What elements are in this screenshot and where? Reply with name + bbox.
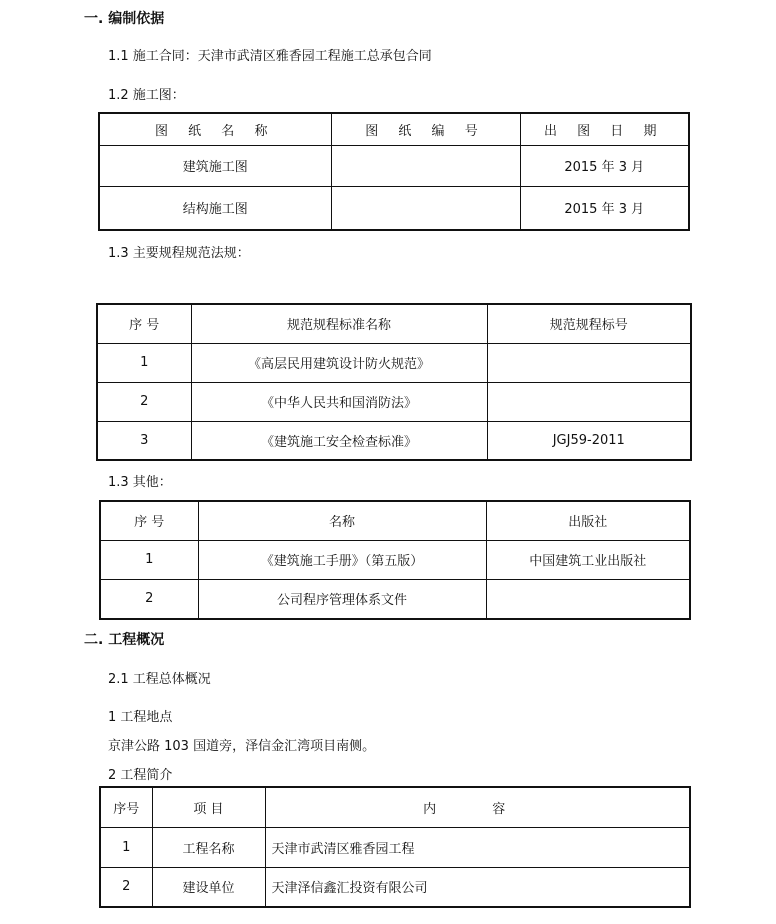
table-row <box>99 145 689 186</box>
standards-table <box>96 303 692 461</box>
table-cell: 2015 年 3 月 <box>520 186 689 230</box>
standards-header-name: 规范规程标准名称 <box>191 304 487 343</box>
location-label: 1 工程地点 <box>108 710 173 725</box>
others-table <box>99 500 691 620</box>
others-header-index: 序 号 <box>100 501 198 540</box>
table-cell: 建筑施工图 <box>99 145 331 186</box>
item-1-3b-text: 1.3 其他： <box>108 475 172 490</box>
table-cell: 2015 年 3 月 <box>520 145 689 186</box>
table-cell: 建设单位 <box>152 867 265 907</box>
table-cell: 《高层民用建筑设计防火规范》 <box>191 343 487 382</box>
table-cell: JGJ59-2011 <box>487 421 691 460</box>
table-cell: 1 <box>100 540 198 579</box>
item-1-1-text: 1.1 施工合同：天津市武清区雅香园工程施工总承包合同 <box>108 49 432 64</box>
drawings-header-number: 图 纸 编 号 <box>331 113 520 145</box>
table-cell: 工程名称 <box>152 827 265 867</box>
table-row <box>97 343 691 382</box>
intro-table <box>99 786 691 908</box>
drawings-header-date: 出 图 日 期 <box>520 113 689 145</box>
intro-label: 2 工程简介 <box>108 768 173 783</box>
table-cell <box>486 579 690 619</box>
section-1-heading: 一. 编制依据 <box>84 11 165 27</box>
others-header-publisher: 出版社 <box>486 501 690 540</box>
table-cell <box>331 145 520 186</box>
intro-header-index: 序号 <box>100 787 152 827</box>
others-header-name: 名称 <box>198 501 486 540</box>
table-cell: 天津市武清区雅香园工程 <box>265 827 690 867</box>
intro-header-item: 项 目 <box>152 787 265 827</box>
table-cell: 2 <box>100 579 198 619</box>
table-row <box>99 186 689 230</box>
item-2-1-text: 2.1 工程总体概况 <box>108 672 211 687</box>
drawings-table <box>98 112 690 231</box>
table-cell: 结构施工图 <box>99 186 331 230</box>
standards-header-code: 规范规程标号 <box>487 304 691 343</box>
table-row <box>100 867 690 907</box>
table-cell <box>487 382 691 421</box>
table-cell: 《建筑施工安全检查标准》 <box>191 421 487 460</box>
table-row <box>100 579 690 619</box>
table-cell <box>331 186 520 230</box>
table-cell: 1 <box>97 343 191 382</box>
intro-header-content: 内 容 <box>265 787 690 827</box>
table-row <box>100 827 690 867</box>
drawings-header-name: 图 纸 名 称 <box>99 113 331 145</box>
table-row <box>97 421 691 460</box>
standards-header-index: 序 号 <box>97 304 191 343</box>
section-2-heading: 二. 工程概况 <box>84 632 165 648</box>
location-text: 京津公路 103 国道旁，泽信金汇湾项目南侧。 <box>108 739 376 754</box>
table-cell <box>487 343 691 382</box>
table-cell: 公司程序管理体系文件 <box>198 579 486 619</box>
table-row <box>97 382 691 421</box>
table-cell: 《中华人民共和国消防法》 <box>191 382 487 421</box>
table-cell: 2 <box>100 867 152 907</box>
table-cell: 3 <box>97 421 191 460</box>
table-cell: 中国建筑工业出版社 <box>486 540 690 579</box>
item-1-2-text: 1.2 施工图： <box>108 88 185 103</box>
table-cell: 天津泽信鑫汇投资有限公司 <box>265 867 690 907</box>
table-cell: 1 <box>100 827 152 867</box>
item-1-3-text: 1.3 主要规程规范法规： <box>108 246 250 261</box>
table-row <box>100 540 690 579</box>
table-cell: 《建筑施工手册》（第五版） <box>198 540 486 579</box>
table-cell: 2 <box>97 382 191 421</box>
